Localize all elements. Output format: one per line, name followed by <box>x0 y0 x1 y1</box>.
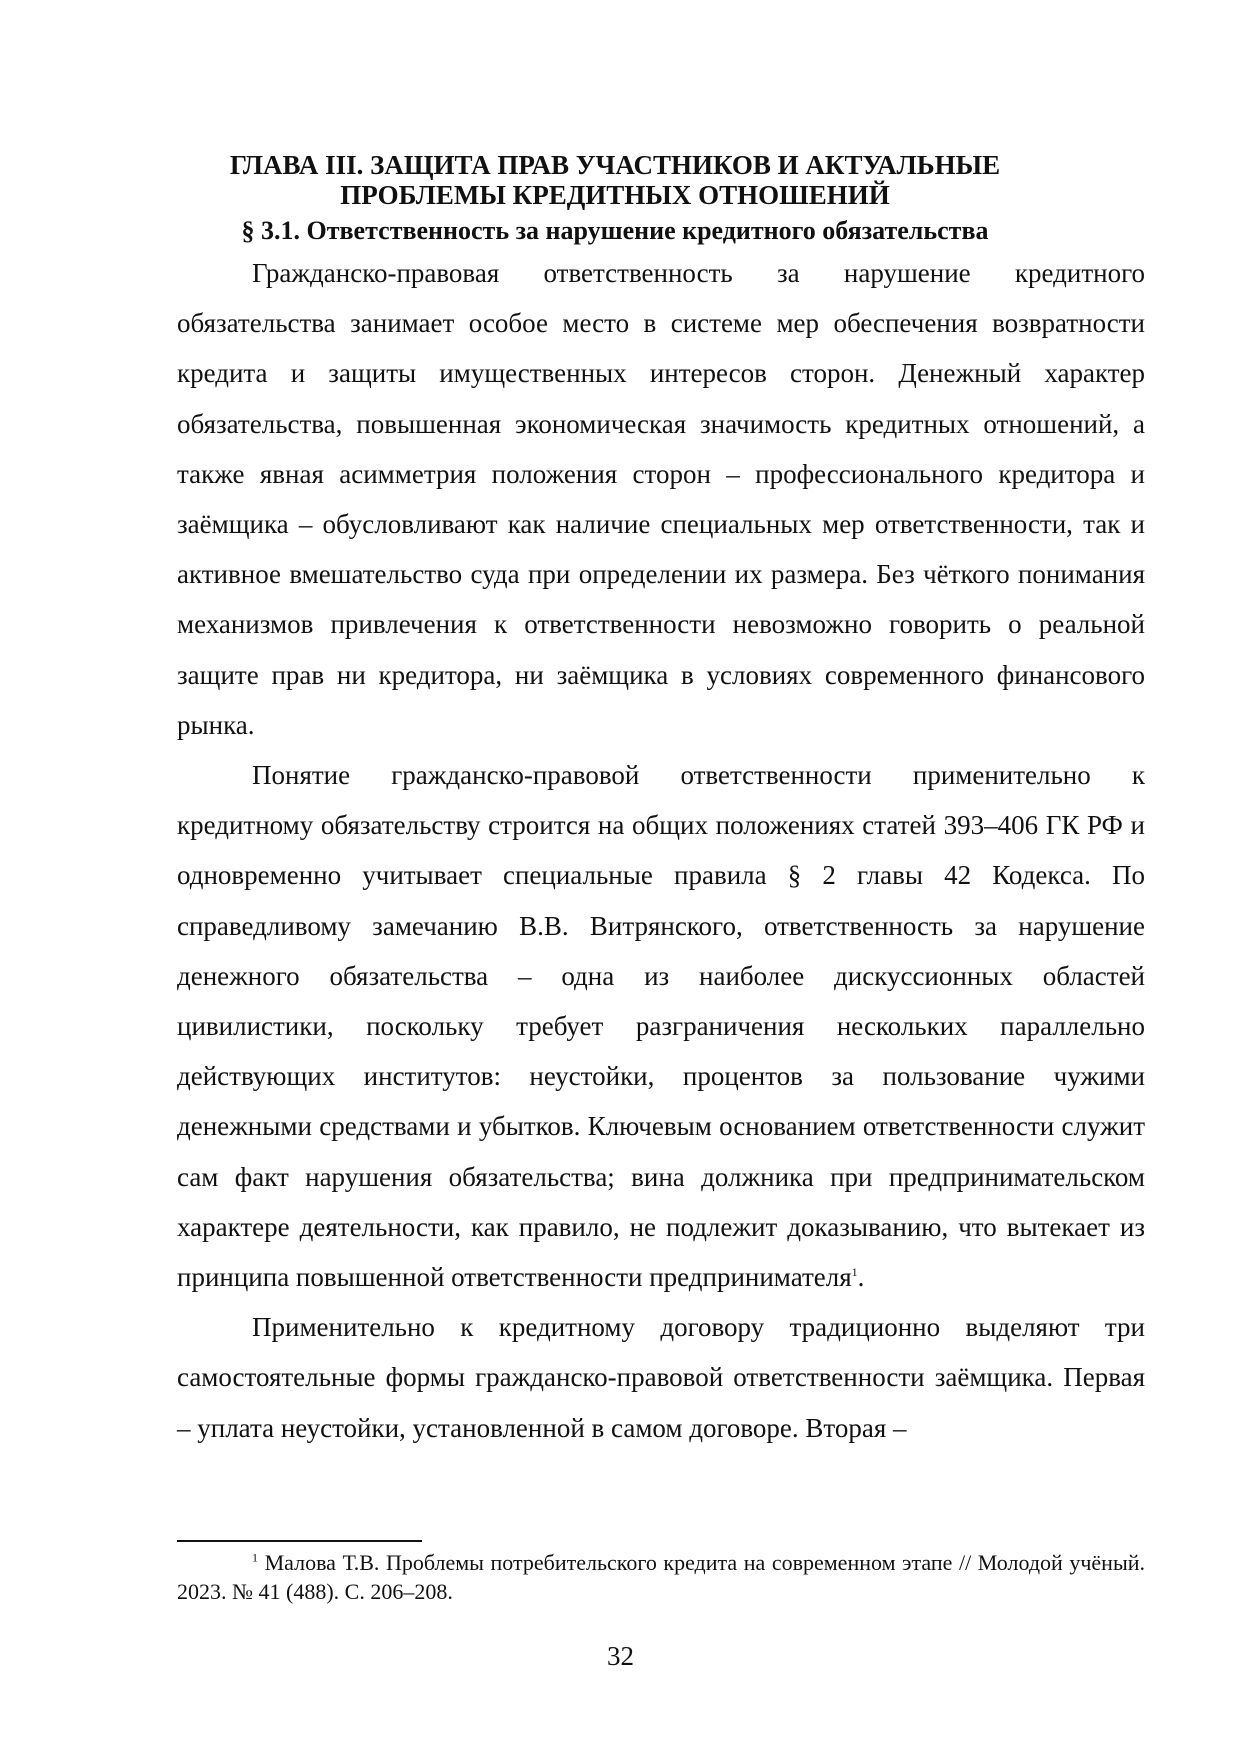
body-text <box>177 248 1145 1453</box>
footnote-separator <box>177 1540 422 1542</box>
chapter-title-line1: ГЛАВА III. ЗАЩИТА ПРАВ УЧАСТНИКОВ И АКТУАЛЬНЫЕ <box>229 150 1001 180</box>
footnote-reference[interactable]: 1 <box>851 1265 858 1280</box>
chapter-title <box>150 150 1080 210</box>
chapter-title-line2: ПРОБЛЕМЫ КРЕДИТНЫХ ОТНОШЕНИЙ <box>340 180 890 210</box>
footnote-text: Малова Т.В. Проблемы потребительского кредита на современном этапе // Молодой учёный. 2023. № 41 (488). С. 206–208. <box>177 1550 1146 1604</box>
paragraph-3: Применительно к кредитному договору традиционно выделяют три самостоятельные формы гражданско-правовой ответственности заёмщика. Первая – уплата неустойки, установленной в самом договоре. Вторая – <box>177 1312 1145 1443</box>
paragraph-2-text: Понятие гражданско-правовой ответственности применительно к кредитному обязательству строится на общих положениях статей 393–406 ГК РФ и одновременно учитывает специальные правила § 2 главы 42 Кодекса. По справедливому замечанию В.В. Витрянского, ответственность за нарушение денежного обязательства – одна из наиболее дискуссионных областей цивилистики, поскольку требует разграничения нескольких параллельно действующих институтов: неустойки, процентов за пользование чужими денежными средствами и убытков. Ключевым основанием ответственности служит сам факт нарушения обязательства; вина должника при предпринимательском характере деятельности, как правило, не подлежит доказыванию, что вытекает из принципа повышенной ответственности предпринимателя <box>177 760 1145 1293</box>
paragraph-1: Гражданско-правовая ответственность за нарушение кредитного обязательства занимает особое место в системе мер обеспечения возвратности кредита и защиты имущественных интересов сторон. Денежный характер обязательства, повышенная экономическая значимость кредитных отношений, а также явная асимметрия положения сторон – профессионального кредитора и заёмщика – обусловливают как наличие специальных мер ответственности, так и активное вмешательство суда при определении их размера. Без чёткого понимания механизмов привлечения к ответственности невозможно говорить о реальной защите прав ни кредитора, ни заёмщика в условиях современного финансового рынка. <box>177 258 1145 740</box>
paragraph-2-end: . <box>857 1262 865 1293</box>
page-number: 32 <box>607 1641 634 1671</box>
footnote-number: 1 <box>252 1550 258 1565</box>
paragraph-2 <box>177 750 1145 1302</box>
section-title: § 3.1. Ответственность за нарушение кредитного обязательства <box>241 216 989 245</box>
footnote <box>177 1548 1145 1606</box>
